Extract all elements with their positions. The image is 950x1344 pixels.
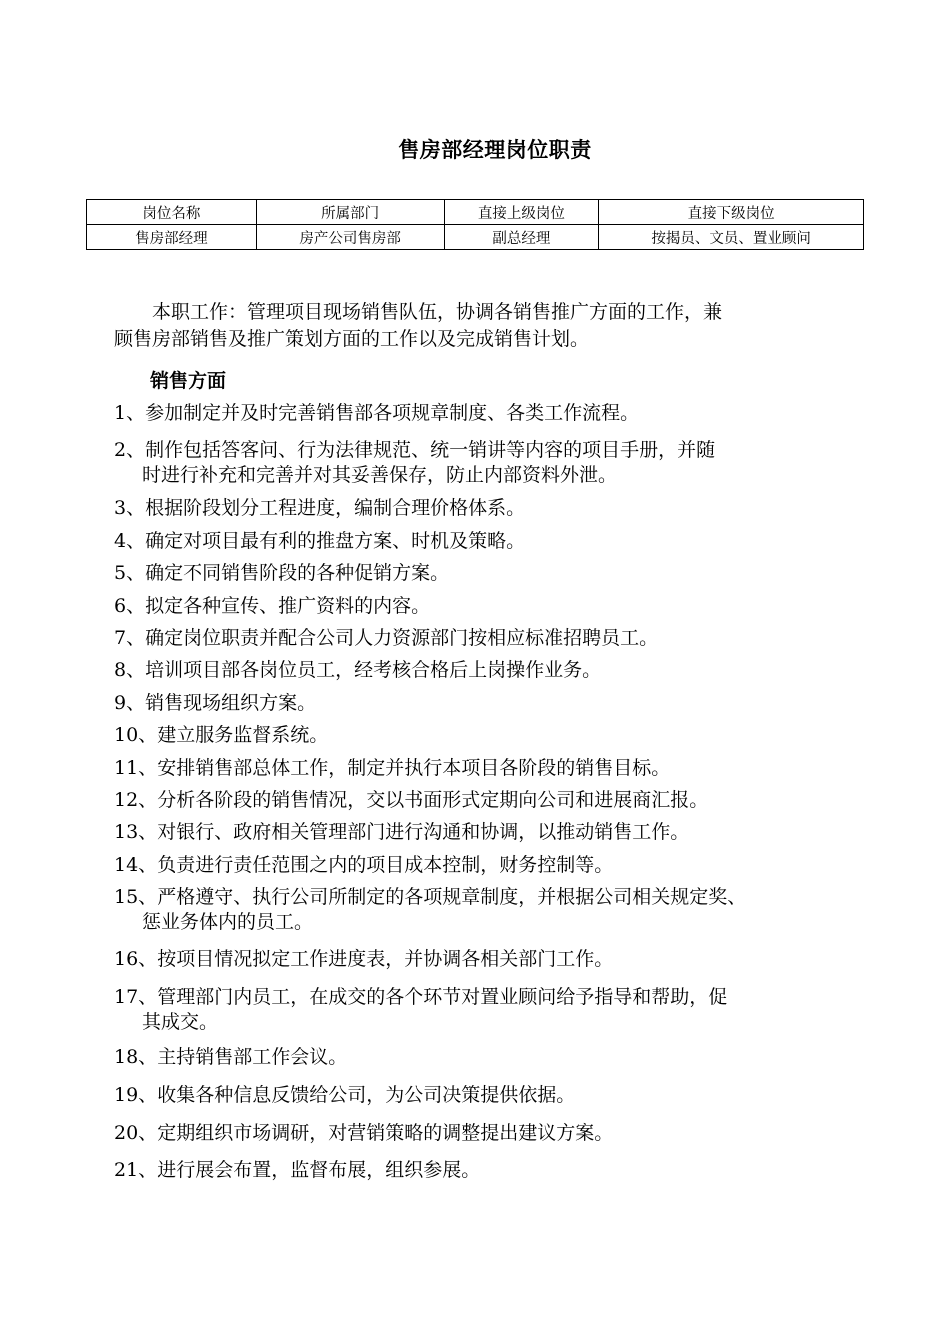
list-item: 11、安排销售部总体工作，制定并执行本项目各阶段的销售目标。: [114, 757, 671, 779]
list-item: 20、定期组织市场调研，对营销策略的调整提出建议方案。: [114, 1122, 614, 1144]
list-item: 6、拟定各种宣传、推广资料的内容。: [114, 595, 431, 617]
list-item: 13、对银行、政府相关管理部门进行沟通和协调，以推动销售工作。: [114, 821, 690, 843]
header-direct-subordinates: 直接下级岗位: [599, 200, 864, 225]
header-position-name: 岗位名称: [87, 200, 257, 225]
table-header-row: [87, 200, 864, 225]
list-item: 2、制作包括答客问、行为法律规范、统一销讲等内容的项目手册，并随 时进行补充和完善并对其妥善保存，防止内部资料外泄。: [114, 439, 716, 486]
cell-direct-subordinates: 按揭员、文员、置业顾问: [599, 225, 864, 250]
list-item: 7、确定岗位职责并配合公司人力资源部门按相应标准招聘员工。: [114, 627, 659, 649]
list-item: 21、进行展会布置，监督布展，组织参展。: [114, 1159, 481, 1181]
list-item: 4、确定对项目最有利的推盘方案、时机及策略。: [114, 530, 526, 552]
list-item: 14、负责进行责任范围之内的项目成本控制，财务控制等。: [114, 854, 614, 876]
list-item: 15、严格遵守、执行公司所制定的各项规章制度，并根据公司相关规定奖、 惩业务体内的员工。: [114, 886, 747, 933]
cell-department: 房产公司售房部: [256, 225, 444, 250]
header-direct-superior: 直接上级岗位: [444, 200, 599, 225]
list-item: 9、销售现场组织方案。: [114, 692, 317, 714]
intro-paragraph: [114, 299, 854, 353]
section-heading: 销售方面: [150, 370, 227, 392]
intro-line-1: 本职工作：管理项目现场销售队伍，协调各销售推广方面的工作，兼: [152, 301, 723, 323]
list-item: 19、收集各种信息反馈给公司，为公司决策提供依据。: [114, 1084, 576, 1106]
list-item: 3、根据阶段划分工程进度，编制合理价格体系。: [114, 497, 526, 519]
job-info-table: [86, 199, 864, 250]
list-item: 16、按项目情况拟定工作进度表，并协调各相关部门工作。: [114, 948, 614, 970]
page-title: 售房部经理岗位职责: [398, 138, 592, 162]
cell-position-name: 售房部经理: [87, 225, 257, 250]
intro-line-2: 顾售房部销售及推广策划方面的工作以及完成销售计划。: [114, 328, 590, 350]
cell-direct-superior: 副总经理: [444, 225, 599, 250]
list-item: 17、管理部门内员工，在成交的各个环节对置业顾问给予指导和帮助，促 其成交。: [114, 986, 728, 1033]
table-row: [87, 225, 864, 250]
list-item: 8、培训项目部各岗位员工，经考核合格后上岗操作业务。: [114, 659, 602, 681]
list-item: 12、分析各阶段的销售情况，交以书面形式定期向公司和进展商汇报。: [114, 789, 709, 811]
list-item: 18、主持销售部工作会议。: [114, 1046, 348, 1068]
header-department: 所属部门: [256, 200, 444, 225]
list-item: 1、参加制定并及时完善销售部各项规章制度、各类工作流程。: [114, 402, 640, 424]
list-item: 5、确定不同销售阶段的各种促销方案。: [114, 562, 450, 584]
list-item: 10、建立服务监督系统。: [114, 724, 329, 746]
